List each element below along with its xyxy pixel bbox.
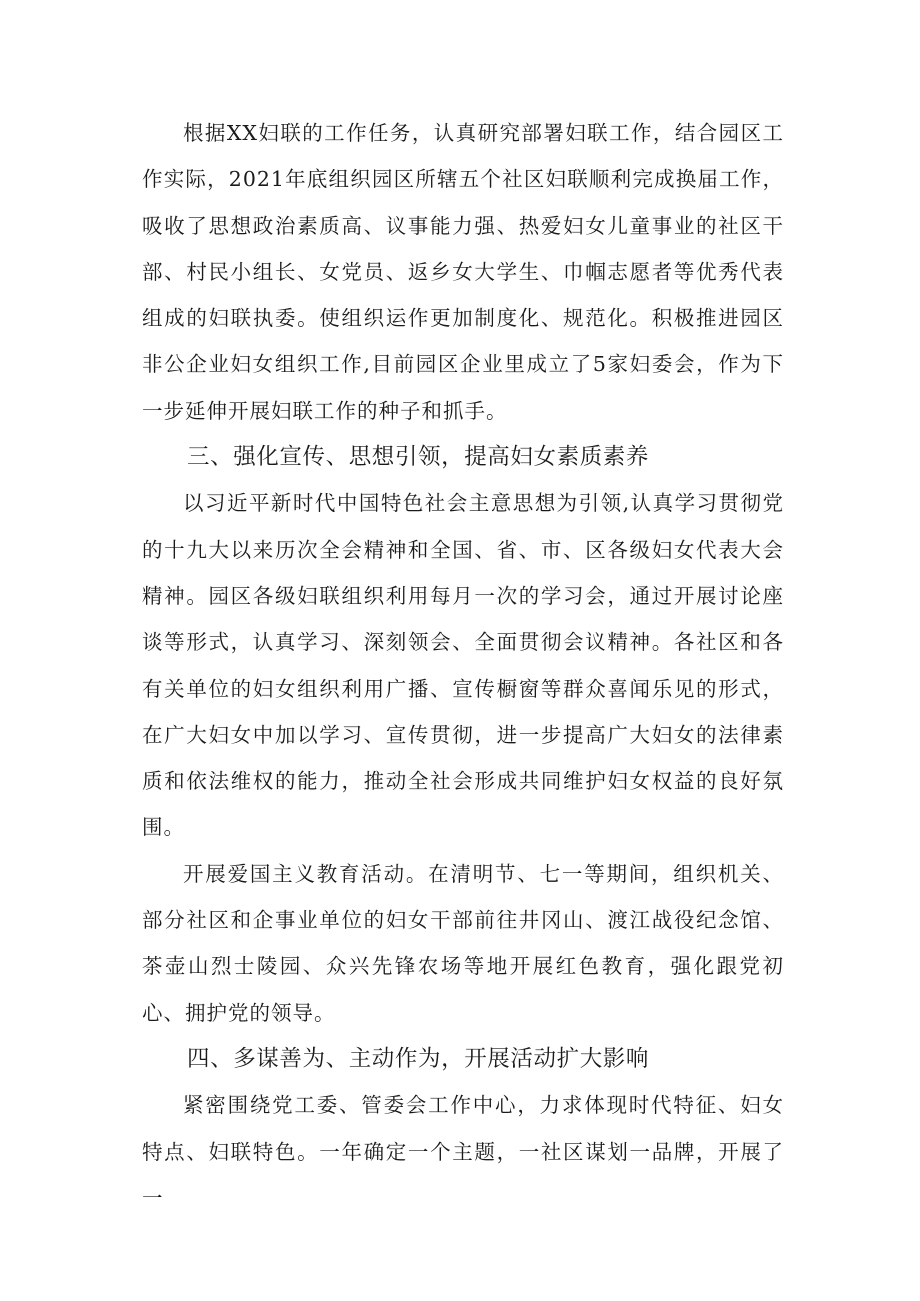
section-heading-4: 四、多谋善为、主动作为，开展活动扩大影响 bbox=[187, 1045, 650, 1072]
paragraph-activities: 紧密围绕党工委、管委会工作中心，力求体现时代特征、妇女特点、妇联特色。一年确定一个主题，一社区谋划一品牌，开展了一 bbox=[142, 1093, 784, 1210]
section-heading-3: 三、强化宣传、思想引领，提高妇女素质素养 bbox=[187, 444, 650, 471]
document-body bbox=[142, 110, 784, 1221]
paragraph-community-election: 根据XX妇联的工作任务，认真研究部署妇联工作，结合园区工作实际，2021年底组织园区所辖五个社区妇联顺利完成换届工作，吸收了思想政治素质高、议事能力强、热爱妇女儿童事业的社区干部、村民小组长、女党员、返乡女大学生、巾帼志愿者等优秀代表组成的妇联执委。使组织运作更加制度化、规范化。积极推进园区非公企业妇女组织工作,目前园区企业里成立了5家妇委会，作为下一步延伸开展妇联工作的种子和抓手。 bbox=[142, 121, 784, 423]
paragraph-patriotic-education: 开展爱国主义教育活动。在清明节、七一等期间，组织机关、部分社区和企事业单位的妇女干部前往井冈山、渡江战役纪念馆、茶壶山烈士陵园、众兴先锋农场等地开展红色教育，强化跟党初心、拥护党的领导。 bbox=[142, 861, 784, 1025]
paragraph-study-spirit: 以习近平新时代中国特色社会主意思想为引领,认真学习贯彻党的十九大以来历次全会精神和全国、省、市、区各级妇女代表大会精神。园区各级妇联组织利用每月一次的学习会，通过开展讨论座谈等形式，认真学习、深刻领会、全面贯彻会议精神。各社区和各有关单位的妇女组织利用广播、宣传橱窗等群众喜闻乐见的形式，在广大妇女中加以学习、宣传贯彻，进一步提高广大妇女的法律素质和依法维权的能力，推动全社会形成共同维护妇女权益的良好氛围。 bbox=[142, 491, 784, 840]
